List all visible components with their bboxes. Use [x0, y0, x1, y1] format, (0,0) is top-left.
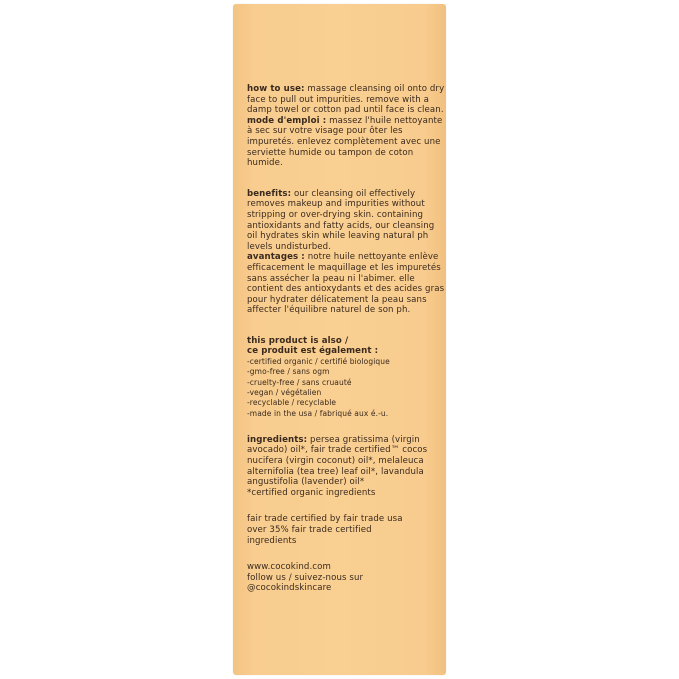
ingredients [247, 435, 447, 488]
product-item: -certified organic / certifié biologique [247, 357, 390, 367]
product-item: -recyclable / recyclable [247, 398, 337, 408]
usage-en [247, 84, 447, 116]
benefits-fr-text: notre huile nettoyante enlève efficacement le maquillage et les impuretés sans assécher la peau ni l'abimer. elle contient des antioxydants et des acides gras pour hydrater délicatement la peau sans affecter l'équilibre naturel de son ph. [247, 252, 445, 316]
spacer [247, 169, 447, 189]
fairtrade-line: ingredients [247, 535, 297, 546]
product-box [233, 4, 446, 675]
usage-en-text: massage cleansing oil onto dry face to pull out impurities. remove with a damp towel or cotton pad until face is clean. [247, 84, 445, 116]
ingredients-label: ingredients: [247, 434, 308, 445]
website: www.cocokind.com [247, 562, 331, 573]
product-item: -made in the usa / fabriqué aux é.-u. [247, 408, 389, 418]
product-heading-fr: ce produit est également : [247, 346, 379, 357]
product-heading-en: this product is also / [247, 335, 349, 346]
product-item: -vegan / végétalien [247, 387, 322, 397]
usage-en-label: how to use: [247, 84, 305, 94]
benefits-fr-label: avantages : [247, 252, 305, 263]
spacer [247, 419, 447, 435]
benefits-en-label: benefits: [247, 188, 292, 199]
fairtrade-line: over 35% fair trade certified [247, 525, 372, 535]
fairtrade-line: fair trade certified by fair trade usa [247, 514, 403, 525]
usage-fr [247, 116, 447, 169]
product-item: -gmo-free / sans ogm [247, 367, 330, 377]
product-item: -cruelty-free / sans cruauté [247, 377, 352, 387]
spacer [247, 546, 447, 562]
follow-text: follow us / suivez-nous sur [247, 572, 364, 583]
social-handle: @cocokindskincare [247, 583, 332, 594]
usage-fr-text: massez l'huile nettoyante à sec sur votre visage pour ôter les impuretés. enlevez complètement avec une serviette humide ou tampon de coton humide. [247, 115, 443, 169]
usage-fr-label: mode d'emploi : [247, 115, 327, 126]
benefits-en-text: our cleansing oil effectively removes makeup and impurities without stripping or over-drying skin. containing antioxidants and fatty acids, our cleansing oil hydrates skin while leaving natural ph levels undisturbed. [247, 188, 435, 252]
benefits-fr [247, 252, 447, 316]
spacer [247, 498, 447, 514]
ingredients-text: persea gratissima (virgin avocado) oil*, fair trade certified™ cocos nucifera (virgin coconut) oil*, melaleuca alternifolia (tea tree) leaf oil*, lavandula angustifolia (lavender) oil* [247, 434, 428, 488]
spacer [247, 316, 447, 336]
label-panel [247, 84, 447, 594]
benefits-en [247, 189, 447, 253]
ingredients-note: *certified organic ingredients [247, 487, 376, 498]
